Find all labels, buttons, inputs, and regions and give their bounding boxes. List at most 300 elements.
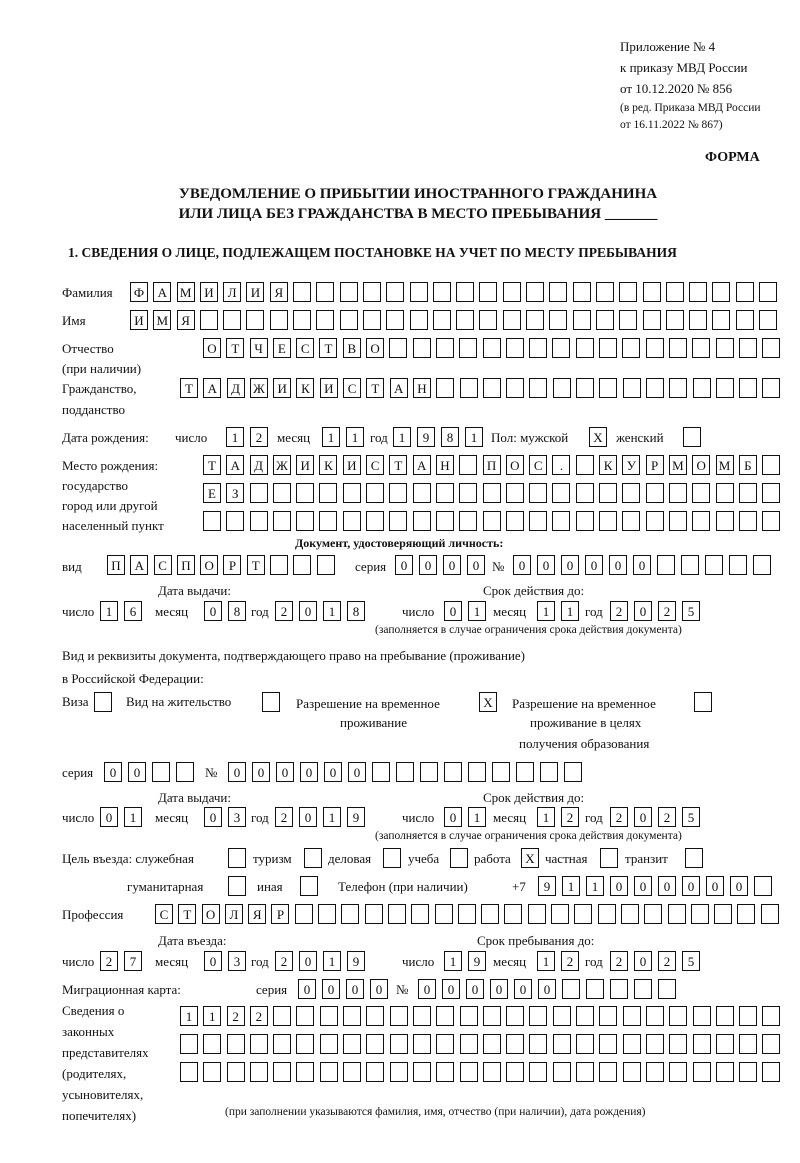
char-box[interactable]: [599, 338, 617, 358]
char-box[interactable]: З: [226, 483, 244, 503]
char-box[interactable]: [483, 378, 501, 398]
surname-field[interactable]: [130, 282, 782, 302]
stay-until-day-field[interactable]: [444, 951, 492, 971]
char-box[interactable]: [200, 310, 218, 330]
char-box[interactable]: [714, 904, 732, 924]
birthplace-field[interactable]: [203, 483, 785, 503]
purpose-official-checkbox[interactable]: [228, 848, 251, 868]
char-box[interactable]: [270, 310, 288, 330]
char-box[interactable]: [599, 378, 617, 398]
char-box[interactable]: [460, 378, 478, 398]
char-box[interactable]: [622, 338, 640, 358]
char-box[interactable]: [319, 511, 337, 531]
purpose-humanitarian-checkbox[interactable]: [228, 876, 251, 896]
char-box[interactable]: [273, 483, 291, 503]
char-box[interactable]: [691, 904, 709, 924]
char-box[interactable]: [646, 1062, 664, 1082]
char-box[interactable]: [436, 378, 454, 398]
char-box[interactable]: О: [692, 455, 710, 475]
char-box[interactable]: [643, 310, 661, 330]
char-box[interactable]: [411, 904, 429, 924]
char-box[interactable]: [693, 1062, 711, 1082]
id-series-field[interactable]: [395, 555, 491, 575]
char-box[interactable]: [436, 338, 454, 358]
char-box[interactable]: [739, 378, 757, 398]
char-box[interactable]: [598, 904, 616, 924]
residence-checkbox[interactable]: [262, 692, 285, 712]
char-box[interactable]: 2: [227, 1006, 245, 1026]
char-box[interactable]: [599, 1062, 617, 1082]
char-box[interactable]: 0: [348, 762, 366, 782]
id-kind-field[interactable]: [107, 555, 340, 575]
char-box[interactable]: [586, 979, 604, 999]
char-box[interactable]: Е: [273, 338, 291, 358]
checkbox[interactable]: [228, 848, 246, 868]
char-box[interactable]: [576, 511, 594, 531]
char-box[interactable]: [716, 338, 734, 358]
profession-field[interactable]: [155, 904, 784, 924]
char-box[interactable]: [410, 310, 428, 330]
char-box[interactable]: 2: [561, 807, 579, 827]
char-box[interactable]: [553, 1062, 571, 1082]
char-box[interactable]: [693, 1034, 711, 1054]
char-box[interactable]: 2: [561, 951, 579, 971]
char-box[interactable]: К: [319, 455, 337, 475]
char-box[interactable]: 0: [442, 979, 460, 999]
char-box[interactable]: 0: [276, 762, 294, 782]
char-box[interactable]: [610, 979, 628, 999]
char-box[interactable]: 9: [538, 876, 556, 896]
char-box[interactable]: О: [366, 338, 384, 358]
char-box[interactable]: [599, 1034, 617, 1054]
char-box[interactable]: [320, 1034, 338, 1054]
char-box[interactable]: [180, 1034, 198, 1054]
checkbox[interactable]: [600, 848, 618, 868]
char-box[interactable]: [668, 904, 686, 924]
char-box[interactable]: 0: [466, 979, 484, 999]
char-box[interactable]: С: [529, 455, 547, 475]
char-box[interactable]: Р: [271, 904, 289, 924]
checkbox[interactable]: [383, 848, 401, 868]
char-box[interactable]: [576, 1062, 594, 1082]
char-box[interactable]: [483, 1034, 501, 1054]
char-box[interactable]: [540, 762, 558, 782]
representatives-field[interactable]: [180, 1034, 786, 1054]
char-box[interactable]: 0: [299, 951, 317, 971]
char-box[interactable]: [365, 904, 383, 924]
char-box[interactable]: 8: [228, 601, 246, 621]
char-box[interactable]: [692, 511, 710, 531]
char-box[interactable]: [296, 1034, 314, 1054]
char-box[interactable]: И: [130, 310, 148, 330]
char-box[interactable]: [621, 904, 639, 924]
char-box[interactable]: О: [506, 455, 524, 475]
char-box[interactable]: 0: [561, 555, 579, 575]
char-box[interactable]: [669, 338, 687, 358]
char-box[interactable]: [506, 338, 524, 358]
char-box[interactable]: [669, 1006, 687, 1026]
char-box[interactable]: 0: [322, 979, 340, 999]
char-box[interactable]: 5: [682, 807, 700, 827]
char-box[interactable]: [436, 511, 454, 531]
entry-day-field[interactable]: [100, 951, 148, 971]
char-box[interactable]: [372, 762, 390, 782]
char-box[interactable]: [574, 904, 592, 924]
checkbox[interactable]: [683, 427, 701, 447]
char-box[interactable]: М: [716, 455, 734, 475]
char-box[interactable]: Т: [389, 455, 407, 475]
char-box[interactable]: [343, 1006, 361, 1026]
female-checkbox[interactable]: [683, 427, 706, 447]
checkbox[interactable]: [94, 692, 112, 712]
char-box[interactable]: [250, 1062, 268, 1082]
char-box[interactable]: Т: [319, 338, 337, 358]
char-box[interactable]: О: [203, 338, 221, 358]
char-box[interactable]: [623, 1062, 641, 1082]
char-box[interactable]: [296, 1006, 314, 1026]
char-box[interactable]: [737, 904, 755, 924]
char-box[interactable]: [390, 1062, 408, 1082]
checkbox[interactable]: [304, 848, 322, 868]
char-box[interactable]: П: [107, 555, 125, 575]
char-box[interactable]: А: [203, 378, 221, 398]
char-box[interactable]: [576, 338, 594, 358]
stay-valid-year-field[interactable]: [610, 807, 706, 827]
entry-month-field[interactable]: [204, 951, 252, 971]
char-box[interactable]: [483, 483, 501, 503]
char-box[interactable]: М: [669, 455, 687, 475]
char-box[interactable]: [343, 1034, 361, 1054]
char-box[interactable]: [622, 511, 640, 531]
char-box[interactable]: [716, 1006, 734, 1026]
char-box[interactable]: Р: [646, 455, 664, 475]
char-box[interactable]: К: [296, 378, 314, 398]
char-box[interactable]: 0: [444, 807, 462, 827]
char-box[interactable]: [526, 282, 544, 302]
char-box[interactable]: [646, 1006, 664, 1026]
checkbox[interactable]: X: [521, 848, 539, 868]
char-box[interactable]: А: [226, 455, 244, 475]
char-box[interactable]: [712, 310, 730, 330]
char-box[interactable]: [506, 1062, 524, 1082]
char-box[interactable]: [386, 310, 404, 330]
checkbox[interactable]: X: [479, 692, 497, 712]
char-box[interactable]: [506, 1006, 524, 1026]
char-box[interactable]: [528, 904, 546, 924]
char-box[interactable]: [420, 762, 438, 782]
citizenship-field[interactable]: [180, 378, 786, 398]
checkbox[interactable]: [694, 692, 712, 712]
char-box[interactable]: [343, 483, 361, 503]
char-box[interactable]: [413, 511, 431, 531]
char-box[interactable]: Р: [223, 555, 241, 575]
char-box[interactable]: О: [202, 904, 220, 924]
char-box[interactable]: Д: [250, 455, 268, 475]
char-box[interactable]: [456, 310, 474, 330]
char-box[interactable]: [666, 310, 684, 330]
char-box[interactable]: У: [622, 455, 640, 475]
char-box[interactable]: 0: [299, 807, 317, 827]
char-box[interactable]: Т: [247, 555, 265, 575]
char-box[interactable]: [479, 282, 497, 302]
char-box[interactable]: Я: [248, 904, 266, 924]
char-box[interactable]: [483, 1062, 501, 1082]
char-box[interactable]: [657, 555, 675, 575]
char-box[interactable]: 0: [346, 979, 364, 999]
char-box[interactable]: [293, 555, 311, 575]
char-box[interactable]: [343, 1062, 361, 1082]
char-box[interactable]: [529, 338, 547, 358]
char-box[interactable]: [389, 338, 407, 358]
char-box[interactable]: [658, 979, 676, 999]
stay-issue-month-field[interactable]: [204, 807, 252, 827]
char-box[interactable]: Н: [413, 378, 431, 398]
id-issue-month-field[interactable]: [204, 601, 252, 621]
char-box[interactable]: 0: [443, 555, 461, 575]
char-box[interactable]: [681, 555, 699, 575]
id-valid-year-field[interactable]: [610, 601, 706, 621]
char-box[interactable]: 1: [537, 951, 555, 971]
char-box[interactable]: [396, 762, 414, 782]
char-box[interactable]: 0: [537, 555, 555, 575]
char-box[interactable]: [646, 378, 664, 398]
char-box[interactable]: [549, 282, 567, 302]
char-box[interactable]: 9: [347, 951, 365, 971]
char-box[interactable]: 1: [468, 807, 486, 827]
char-box[interactable]: 0: [104, 762, 122, 782]
char-box[interactable]: [227, 1062, 245, 1082]
char-box[interactable]: Ж: [250, 378, 268, 398]
char-box[interactable]: [529, 378, 547, 398]
char-box[interactable]: [413, 1006, 431, 1026]
char-box[interactable]: [646, 511, 664, 531]
char-box[interactable]: [273, 1062, 291, 1082]
char-box[interactable]: [320, 1006, 338, 1026]
char-box[interactable]: 1: [322, 427, 340, 447]
char-box[interactable]: Д: [227, 378, 245, 398]
char-box[interactable]: [296, 1062, 314, 1082]
char-box[interactable]: [492, 762, 510, 782]
purpose-other-checkbox[interactable]: [300, 876, 323, 896]
char-box[interactable]: [483, 511, 501, 531]
char-box[interactable]: О: [200, 555, 218, 575]
char-box[interactable]: [716, 378, 734, 398]
char-box[interactable]: [341, 904, 359, 924]
char-box[interactable]: [573, 282, 591, 302]
char-box[interactable]: [363, 310, 381, 330]
char-box[interactable]: [410, 282, 428, 302]
char-box[interactable]: [389, 511, 407, 531]
char-box[interactable]: [759, 310, 777, 330]
representatives-field[interactable]: [180, 1062, 786, 1082]
temp-residence-edu-checkbox[interactable]: [694, 692, 717, 712]
char-box[interactable]: [388, 904, 406, 924]
char-box[interactable]: [433, 310, 451, 330]
char-box[interactable]: С: [343, 378, 361, 398]
char-box[interactable]: 0: [585, 555, 603, 575]
char-box[interactable]: [669, 378, 687, 398]
char-box[interactable]: Т: [226, 338, 244, 358]
char-box[interactable]: 1: [346, 427, 364, 447]
char-box[interactable]: 1: [100, 601, 118, 621]
char-box[interactable]: 1: [323, 951, 341, 971]
char-box[interactable]: Н: [436, 455, 454, 475]
char-box[interactable]: [553, 378, 571, 398]
char-box[interactable]: [460, 1006, 478, 1026]
birth-year-field[interactable]: [393, 427, 489, 447]
char-box[interactable]: [669, 511, 687, 531]
checkbox[interactable]: [228, 876, 246, 896]
char-box[interactable]: 2: [610, 807, 628, 827]
birth-month-field[interactable]: [322, 427, 370, 447]
char-box[interactable]: Л: [225, 904, 243, 924]
char-box[interactable]: [573, 310, 591, 330]
male-checkbox[interactable]: [589, 427, 612, 447]
visa-checkbox[interactable]: [94, 692, 117, 712]
char-box[interactable]: С: [154, 555, 172, 575]
char-box[interactable]: [552, 511, 570, 531]
char-box[interactable]: С: [366, 455, 384, 475]
char-box[interactable]: 0: [395, 555, 413, 575]
char-box[interactable]: 7: [124, 951, 142, 971]
char-box[interactable]: [716, 511, 734, 531]
purpose-transit-checkbox[interactable]: [685, 848, 708, 868]
char-box[interactable]: [619, 282, 637, 302]
char-box[interactable]: [506, 378, 524, 398]
char-box[interactable]: [468, 762, 486, 782]
char-box[interactable]: [273, 1006, 291, 1026]
char-box[interactable]: [716, 1034, 734, 1054]
char-box[interactable]: 0: [633, 555, 651, 575]
char-box[interactable]: [516, 762, 534, 782]
char-box[interactable]: 3: [228, 951, 246, 971]
name-field[interactable]: [130, 310, 782, 330]
stay-number-field[interactable]: [228, 762, 588, 782]
char-box[interactable]: И: [343, 455, 361, 475]
char-box[interactable]: Л: [223, 282, 241, 302]
char-box[interactable]: [227, 1034, 245, 1054]
char-box[interactable]: 0: [252, 762, 270, 782]
char-box[interactable]: 2: [100, 951, 118, 971]
char-box[interactable]: [762, 455, 780, 475]
char-box[interactable]: [576, 455, 594, 475]
char-box[interactable]: Т: [366, 378, 384, 398]
char-box[interactable]: П: [177, 555, 195, 575]
char-box[interactable]: 0: [634, 951, 652, 971]
char-box[interactable]: [739, 1034, 757, 1054]
char-box[interactable]: 0: [419, 555, 437, 575]
char-box[interactable]: 0: [204, 951, 222, 971]
char-box[interactable]: [459, 511, 477, 531]
char-box[interactable]: [366, 511, 384, 531]
char-box[interactable]: [483, 1006, 501, 1026]
char-box[interactable]: 0: [228, 762, 246, 782]
char-box[interactable]: Т: [178, 904, 196, 924]
char-box[interactable]: [599, 1006, 617, 1026]
char-box[interactable]: 0: [490, 979, 508, 999]
char-box[interactable]: 0: [513, 555, 531, 575]
char-box[interactable]: [669, 1062, 687, 1082]
char-box[interactable]: 0: [658, 876, 676, 896]
id-number-field[interactable]: [513, 555, 777, 575]
char-box[interactable]: 0: [418, 979, 436, 999]
char-box[interactable]: [250, 1034, 268, 1054]
char-box[interactable]: 0: [538, 979, 556, 999]
char-box[interactable]: 0: [300, 762, 318, 782]
char-box[interactable]: 9: [347, 807, 365, 827]
char-box[interactable]: 1: [226, 427, 244, 447]
char-box[interactable]: А: [130, 555, 148, 575]
char-box[interactable]: 1: [586, 876, 604, 896]
char-box[interactable]: [460, 1062, 478, 1082]
char-box[interactable]: 0: [370, 979, 388, 999]
char-box[interactable]: [754, 876, 772, 896]
char-box[interactable]: Я: [177, 310, 195, 330]
char-box[interactable]: 5: [682, 601, 700, 621]
id-valid-month-field[interactable]: [537, 601, 585, 621]
mc-number-field[interactable]: [418, 979, 682, 999]
stay-until-month-field[interactable]: [537, 951, 585, 971]
char-box[interactable]: 8: [441, 427, 459, 447]
char-box[interactable]: [316, 282, 334, 302]
char-box[interactable]: [459, 338, 477, 358]
purpose-private-checkbox[interactable]: [600, 848, 623, 868]
char-box[interactable]: 1: [468, 601, 486, 621]
char-box[interactable]: [759, 282, 777, 302]
char-box[interactable]: [739, 1006, 757, 1026]
char-box[interactable]: 0: [610, 876, 628, 896]
char-box[interactable]: 0: [298, 979, 316, 999]
char-box[interactable]: 6: [124, 601, 142, 621]
char-box[interactable]: [483, 338, 501, 358]
phone-field[interactable]: [538, 876, 778, 896]
char-box[interactable]: [623, 1006, 641, 1026]
char-box[interactable]: [296, 511, 314, 531]
char-box[interactable]: Т: [203, 455, 221, 475]
char-box[interactable]: [739, 483, 757, 503]
char-box[interactable]: [460, 1034, 478, 1054]
char-box[interactable]: [739, 338, 757, 358]
char-box[interactable]: 2: [275, 807, 293, 827]
char-box[interactable]: [296, 483, 314, 503]
char-box[interactable]: [203, 511, 221, 531]
char-box[interactable]: 1: [537, 601, 555, 621]
char-box[interactable]: 0: [204, 807, 222, 827]
char-box[interactable]: [223, 310, 241, 330]
char-box[interactable]: [203, 1034, 221, 1054]
id-issue-year-field[interactable]: [275, 601, 371, 621]
char-box[interactable]: [762, 1034, 780, 1054]
char-box[interactable]: 1: [124, 807, 142, 827]
char-box[interactable]: 1: [444, 951, 462, 971]
char-box[interactable]: 1: [465, 427, 483, 447]
char-box[interactable]: [319, 483, 337, 503]
char-box[interactable]: [529, 1062, 547, 1082]
char-box[interactable]: .: [552, 455, 570, 475]
char-box[interactable]: [693, 1006, 711, 1026]
char-box[interactable]: [562, 979, 580, 999]
char-box[interactable]: [444, 762, 462, 782]
birthplace-field[interactable]: [203, 455, 785, 475]
char-box[interactable]: [739, 511, 757, 531]
birth-day-field[interactable]: [226, 427, 274, 447]
char-box[interactable]: [623, 1034, 641, 1054]
char-box[interactable]: [293, 282, 311, 302]
char-box[interactable]: 0: [299, 601, 317, 621]
char-box[interactable]: [693, 378, 711, 398]
char-box[interactable]: [669, 483, 687, 503]
char-box[interactable]: 0: [128, 762, 146, 782]
